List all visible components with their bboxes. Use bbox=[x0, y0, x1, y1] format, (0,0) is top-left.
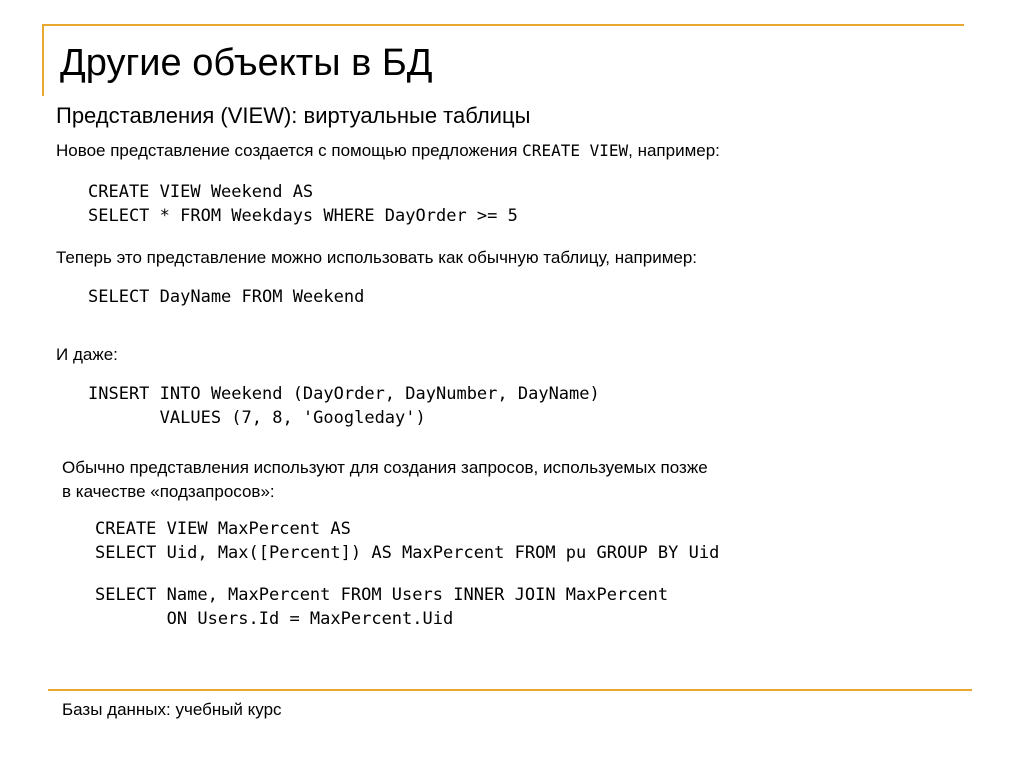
code-line: SELECT * FROM Weekdays WHERE DayOrder >= 5 bbox=[88, 206, 518, 226]
code-block-insert bbox=[88, 382, 600, 430]
code-block-join bbox=[95, 583, 668, 631]
code-line: CREATE VIEW MaxPercent AS bbox=[95, 519, 351, 539]
title-accent-line-top bbox=[42, 24, 964, 26]
usage-text: Теперь это представление можно использовать как обычную таблицу, например: bbox=[56, 248, 698, 267]
slide-subtitle: Представления (VIEW): виртуальные таблицы bbox=[56, 103, 531, 128]
code-line: CREATE VIEW Weekend AS bbox=[88, 182, 314, 202]
code-line: VALUES (7, 8, 'Googleday') bbox=[88, 408, 426, 428]
code-block-select bbox=[88, 285, 364, 309]
code-line: INSERT INTO Weekend (DayOrder, DayNumber, DayName) bbox=[88, 384, 600, 404]
intro-text-suffix: , например: bbox=[628, 141, 720, 160]
code-line: ON Users.Id = MaxPercent.Uid bbox=[95, 609, 454, 629]
code-block-maxpercent-view bbox=[95, 517, 719, 565]
intro-text bbox=[56, 139, 720, 163]
title-accent-line-left bbox=[42, 24, 44, 96]
slide-footer: Базы данных: учебный курс bbox=[62, 700, 282, 719]
intro-code-inline: CREATE VIEW bbox=[522, 141, 629, 160]
intro-text-prefix: Новое представление создается с помощью предложения bbox=[56, 141, 523, 160]
text-line: в качестве «подзапросов»: bbox=[62, 482, 275, 501]
even-text: И даже: bbox=[56, 345, 118, 364]
code-block-create-view bbox=[88, 180, 518, 228]
code-line: SELECT Name, MaxPercent FROM Users INNER JOIN MaxPercent bbox=[95, 585, 669, 605]
text-line: Обычно представления используют для создания запросов, используемых позже bbox=[62, 458, 708, 477]
footer-accent-line bbox=[48, 689, 972, 691]
code-line: SELECT Uid, Max([Percent]) AS MaxPercent FROM pu GROUP BY Uid bbox=[95, 543, 720, 563]
slide-title: Другие объекты в БД bbox=[60, 42, 433, 84]
code-line: SELECT DayName FROM Weekend bbox=[88, 287, 365, 307]
subquery-text bbox=[62, 456, 708, 504]
